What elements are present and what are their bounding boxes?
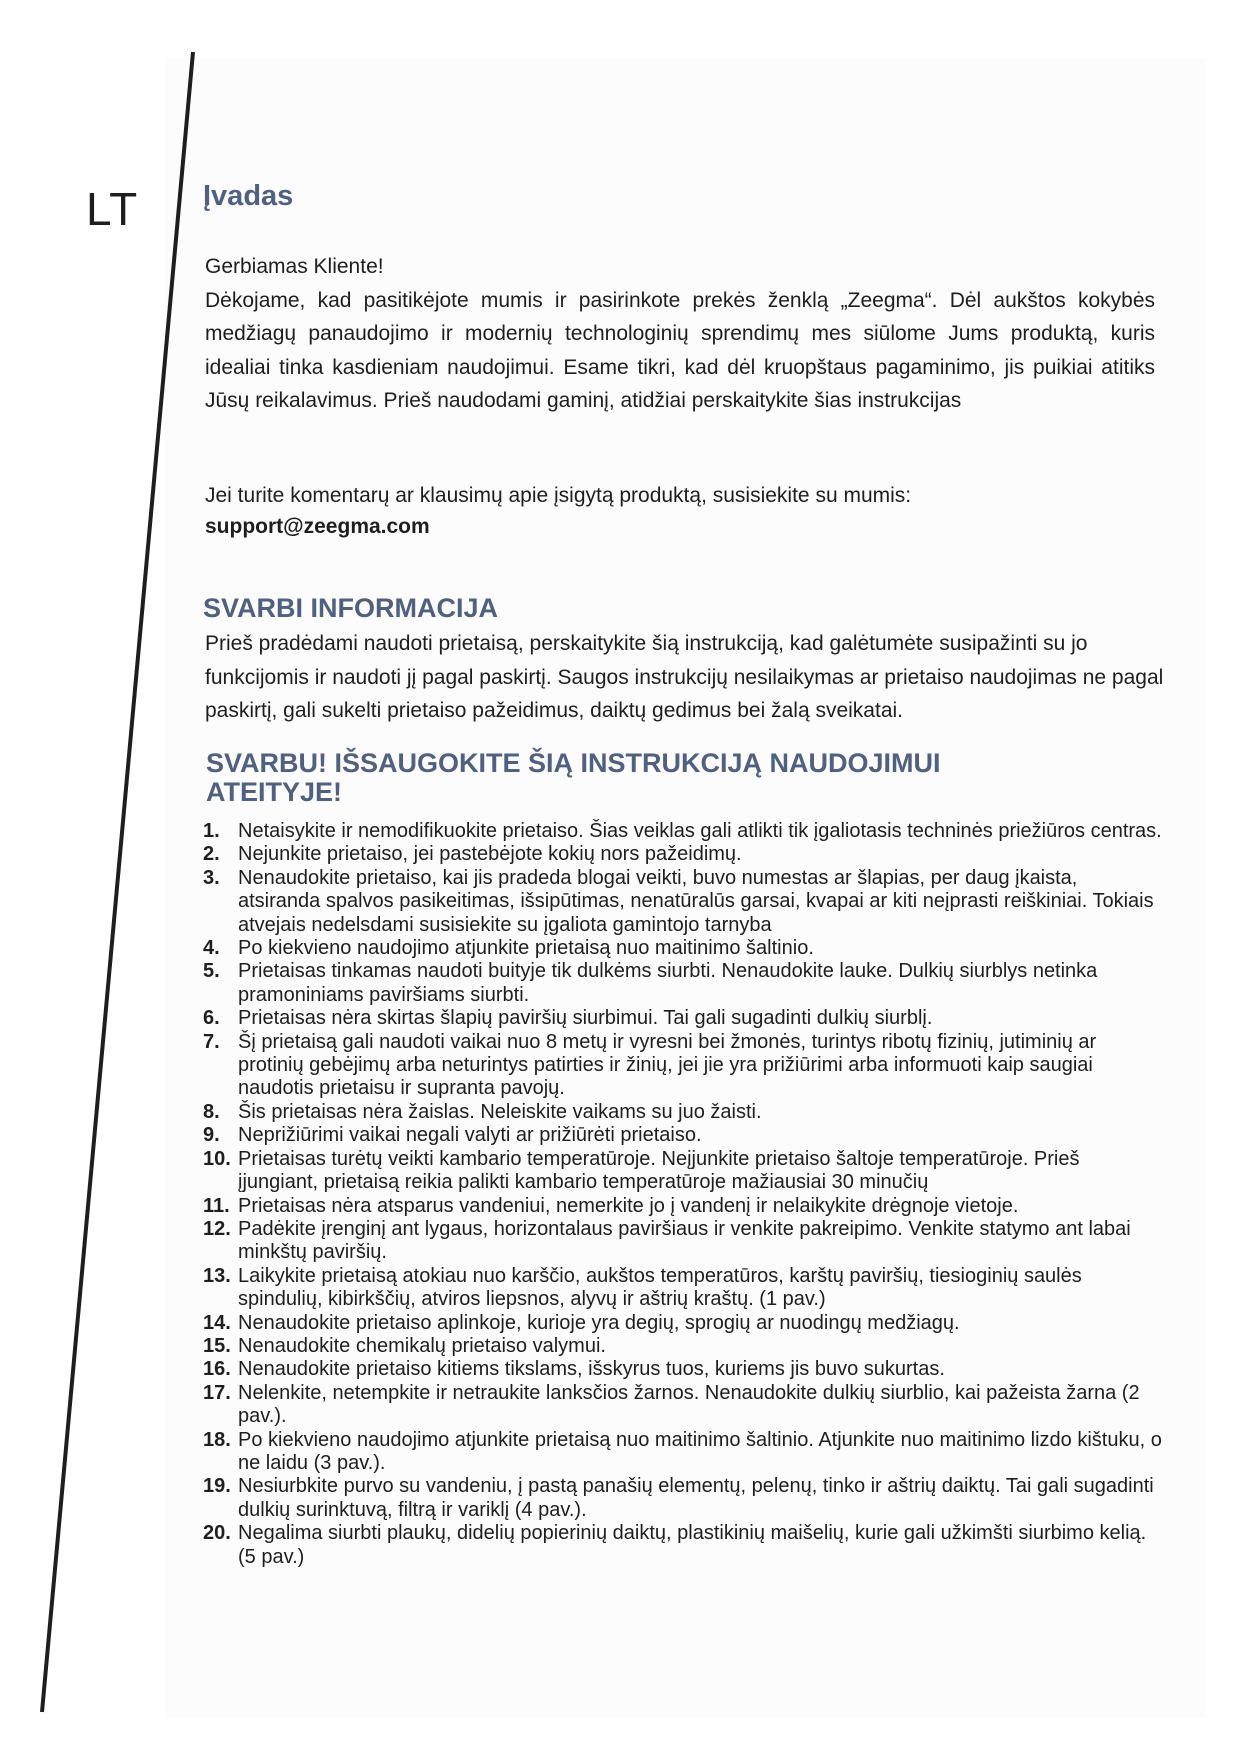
safety-instruction-text: Šis prietaisas nėra žaislas. Neleiskite vaikams su juo žaisti. — [238, 1100, 762, 1123]
safety-instruction-number: 14. — [203, 1311, 231, 1334]
safety-instruction-text: Nenaudokite chemikalų prietaiso valymui. — [238, 1334, 606, 1357]
important-info-text: Prieš pradėdami naudoti prietaisą, perskaitykite šią instrukciją, kad galėtumėte susipažinti su jo funkcijomis ir naudoti jį pagal paskirtį. Saugos instrukcijų nesilaikymas ar prietaiso naudojimas ne pagal paskirtį, gali sukelti prietaiso pažeidimus, daiktų gedimus bei žalą sveikatai. — [205, 632, 1164, 722]
safety-instruction-text: Po kiekvieno naudojimo atjunkite prietaisą nuo maitinimo šaltinio. Atjunkite nuo maitinimo lizdo kištuku, o ne laidu (3 pav.). — [238, 1428, 1162, 1474]
safety-instruction-number: 17. — [203, 1381, 231, 1404]
safety-instruction-text: Netaisykite ir nemodifikuokite prietaiso. Šias veiklas gali atlikti tik įgaliotasis techninės priežiūros centras. — [238, 820, 1162, 842]
safety-instruction-number: 12. — [203, 1217, 231, 1240]
safety-instruction-number: 6. — [203, 1007, 220, 1030]
safety-instruction-text: Šį prietaisą gali naudoti vaikai nuo 8 metų ir vyresni bei žmonės, turintys ribotų fizinių, jutiminių ar protinių gebėjimų arba neturintys patirties ir žinių, jei jie yra prižiūrimi arba informuoti kaip saugiai naudotis prietaisu ir supranta pavojų. — [238, 1030, 1097, 1100]
safety-instruction-number: 2. — [203, 843, 220, 866]
language-code-label: LT — [86, 183, 139, 235]
important-info-title: SVARBI INFORMACIJA — [203, 593, 499, 623]
safety-instruction-item — [203, 1475, 1163, 1522]
safety-instruction-number: 13. — [203, 1264, 231, 1287]
safety-instruction-item — [203, 1124, 1163, 1147]
safety-instruction-number: 4. — [203, 937, 220, 960]
safety-instruction-text: Po kiekvieno naudojimo atjunkite prietaisą nuo maitinimo šaltinio. — [238, 937, 814, 960]
safety-title: SVARBU! IŠSAUGOKITE ŠIĄ INSTRUKCIJĄ NAUDOJIMUI ATEITYJE! — [206, 748, 941, 807]
safety-instruction-number: 5. — [203, 960, 220, 983]
safety-instruction-number: 8. — [203, 1100, 220, 1123]
safety-instruction-text: Nenaudokite prietaiso, kai jis pradeda blogai veikti, buvo numestas ar šlapias, per daug įkaista, atsiranda spalvos pasikeitimas, išsipūtimas, nenatūralūs garsai, kvapai ar kiti neįprasti reiškiniai. Tokiais atvejais nedelsdami susisiekite su įgaliota gamintojo tarnyba — [238, 866, 1154, 936]
safety-instruction-item — [203, 1265, 1163, 1312]
safety-instruction-item — [203, 1382, 1163, 1429]
safety-instruction-text: Negalima siurbti plaukų, didelių popierinių daiktų, plastikinių maišelių, kurie gali užkimšti siurbimo kelią. (5 pav.) — [238, 1522, 1147, 1568]
safety-instruction-item — [203, 1195, 1163, 1218]
safety-instruction-text: Nesiurbkite purvo su vandeniu, į pastą panašių elementų, pelenų, tinko ir aštrių daiktų. Tai gali sugadinti dulkių surinktuvą, filtrą ir variklį (4 pav.). — [238, 1475, 1154, 1521]
safety-instruction-item — [203, 1031, 1163, 1101]
safety-instruction-item — [203, 1429, 1163, 1476]
contact-text: Jei turite komentarų ar klausimų apie įsigytą produktą, susisiekite su mumis: — [205, 484, 912, 507]
safety-instruction-text: Prietaisas nėra atsparus vandeniui, nemerkite jo į vandenį ir nelaikykite drėgnoje vietoje. — [238, 1194, 1019, 1217]
safety-instruction-text: Nenaudokite prietaiso kitiems tikslams, išskyrus tuos, kuriems jis buvo sukurtas. — [238, 1358, 945, 1381]
safety-instruction-item — [203, 1335, 1163, 1358]
safety-instruction-number: 16. — [203, 1358, 231, 1381]
safety-instructions-list — [203, 820, 1163, 1569]
safety-instruction-item — [203, 867, 1163, 937]
safety-instruction-item — [203, 1312, 1163, 1335]
support-email: support@zeegma.com — [205, 515, 430, 538]
safety-instruction-text: Nenaudokite prietaiso aplinkoje, kurioje yra degių, sprogių ar nuodingų medžiagų. — [238, 1311, 960, 1334]
safety-instruction-number: 9. — [203, 1124, 220, 1147]
safety-instruction-text: Prietaisas turėtų veikti kambario temperatūroje. Neįjunkite prietaiso šaltoje temperatūroje. Prieš įjungiant, prietaisą reikia palikti kambario temperatūroje mažiausiai 30 minučių — [238, 1147, 1080, 1194]
safety-instruction-number: 1. — [203, 820, 220, 842]
safety-instruction-item — [203, 1007, 1163, 1030]
safety-instruction-item — [203, 820, 1163, 843]
safety-instruction-text: Laikykite prietaisą atokiau nuo karščio, aukštos temperatūros, karštų paviršių, tiesioginių saulės spindulių, kibirkščių, atviros liepsnos, alyvų ir aštrių kraštų. (1 pav.) — [238, 1264, 1082, 1311]
safety-instruction-text: Nejunkite prietaiso, jei pastebėjote kokių nors pažeidimų. — [238, 843, 742, 866]
safety-instruction-item — [203, 1101, 1163, 1124]
safety-instruction-item — [203, 1358, 1163, 1381]
safety-instruction-number: 18. — [203, 1428, 231, 1451]
safety-instruction-number: 3. — [203, 866, 220, 889]
safety-instruction-text: Neprižiūrimi vaikai negali valyti ar prižiūrėti prietaiso. — [238, 1124, 702, 1147]
safety-instruction-number: 10. — [203, 1147, 231, 1170]
safety-instruction-number: 20. — [203, 1522, 231, 1545]
safety-instruction-number: 19. — [203, 1475, 231, 1498]
safety-instruction-item — [203, 1218, 1163, 1265]
safety-instruction-item — [203, 1148, 1163, 1195]
safety-instruction-text: Prietaisas tinkamas naudoti buityje tik dulkėms siurbti. Nenaudokite lauke. Dulkių siurblys netinka pramoniniams paviršiams siurbti. — [238, 960, 1098, 1006]
safety-instruction-item — [203, 843, 1163, 866]
safety-instruction-number: 7. — [203, 1030, 220, 1053]
contact-section — [205, 480, 1155, 542]
safety-instruction-text: Prietaisas nėra skirtas šlapių paviršių siurbimui. Tai gali sugadinti dulkių siurblį. — [238, 1007, 933, 1030]
safety-instruction-text: Padėkite įrenginį ant lygaus, horizontalaus paviršiaus ir venkite pakreipimo. Venkite statymo ant labai minkštų paviršių. — [238, 1217, 1131, 1264]
intro-section — [205, 250, 1155, 418]
safety-instruction-item — [203, 1522, 1163, 1569]
intro-title: Įvadas — [203, 180, 294, 212]
intro-body: Dėkojame, kad pasitikėjote mumis ir pasirinkote prekės ženklą „Zeegma“. Dėl aukštos kokybės medžiagų panaudojimo ir modernių technologinių sprendimų mes siūlome Jums produktą, kuris idealiai tinka kasdieniam naudojimui. Esame tikri, kad dėl kruopštaus pagaminimo, jis puikiai atitiks Jūsų reikalavimus. Prieš naudodami gaminį, atidžiai perskaitykite šias instrukcijas — [205, 288, 1155, 412]
safety-instruction-text: Nelenkite, netempkite ir netraukite lanksčios žarnos. Nenaudokite dulkių siurblio, kai pažeista žarna (2 pav.). — [238, 1381, 1140, 1428]
safety-instruction-item — [203, 960, 1163, 1007]
safety-instruction-number: 11. — [203, 1194, 230, 1217]
safety-instruction-number: 15. — [203, 1334, 231, 1357]
safety-instruction-item — [203, 937, 1163, 960]
intro-greeting: Gerbiamas Kliente! — [205, 255, 384, 278]
